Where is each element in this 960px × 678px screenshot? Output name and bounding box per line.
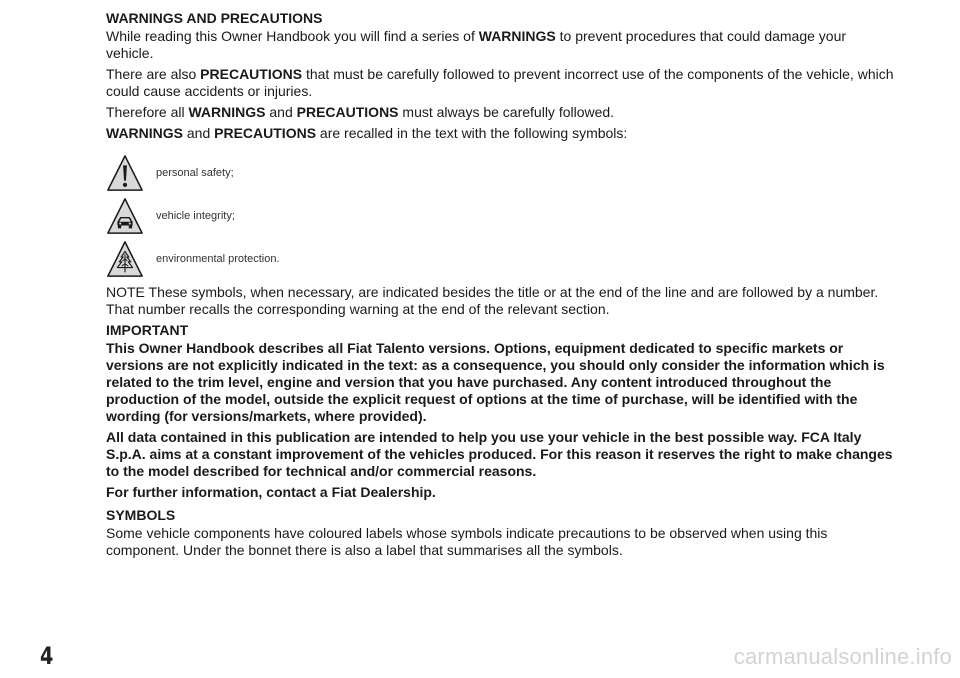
symbol-label: vehicle integrity; bbox=[156, 210, 235, 222]
note-paragraph: NOTE These symbols, when necessary, are indicated besides the title or at the end of the line and are followed by a number. That number recalls the corresponding warning at the end of the relevant section. bbox=[106, 284, 879, 317]
text-span: to prevent procedures that could damage your vehicle. bbox=[106, 28, 847, 61]
text-span: are recalled in the text with the following symbols: bbox=[316, 125, 628, 141]
text-span: While reading this Owner Handbook you will find a series of bbox=[106, 28, 479, 44]
watermark-text: carmanualsonline.info bbox=[733, 644, 952, 669]
bold-term-precautions: PRECAUTIONS bbox=[200, 66, 303, 82]
symbol-list bbox=[106, 152, 896, 280]
intro-paragraph-4 bbox=[106, 125, 896, 142]
environmental-tree-icon bbox=[106, 240, 144, 278]
intro-paragraph-2 bbox=[106, 66, 896, 100]
section-heading-warnings: WARNINGS AND PRECAUTIONS bbox=[106, 10, 323, 26]
bold-term-warnings: WARNINGS bbox=[106, 125, 183, 141]
text-span: must always be carefully followed. bbox=[398, 104, 615, 120]
important-paragraph-2: All data contained in this publication are intended to help you use your vehicle in the best possible way. FCA Italy S.p.A. aims at a constant improvement of the vehicles produced. For this reason it reserves the right to make changes to the model described for technical and/or commercial reasons. bbox=[106, 429, 893, 479]
important-paragraph-3: For further information, contact a Fiat Dealership. bbox=[106, 484, 436, 500]
intro-paragraph-1 bbox=[106, 28, 896, 62]
section-heading-important: IMPORTANT bbox=[106, 322, 189, 338]
text-span: and bbox=[265, 104, 297, 120]
bold-term-precautions: PRECAUTIONS bbox=[214, 125, 317, 141]
symbol-label: personal safety; bbox=[156, 167, 234, 179]
warning-exclamation-icon bbox=[106, 154, 144, 192]
bold-term-warnings: WARNINGS bbox=[188, 104, 266, 120]
text-span: that must be carefully followed to prevent incorrect use of the components of the vehicle, which could cause accidents or injuries. bbox=[106, 66, 894, 99]
bold-term-precautions: PRECAUTIONS bbox=[296, 104, 399, 120]
section-heading-symbols: SYMBOLS bbox=[106, 507, 176, 523]
text-span: Therefore all bbox=[106, 104, 189, 120]
important-paragraph-1: This Owner Handbook describes all Fiat Talento versions. Options, equipment dedicated to specific markets or versions are not explicitly indicated in the text: as a consequence, you should only consider the information which is related to the trim level, engine and version that you have purchased. Any content introduced throughout the production of the model, outside the explicit request of options at the time of purchase, will be identified with the wording (for versions/markets, where provided). bbox=[106, 340, 885, 424]
page-content bbox=[106, 10, 896, 563]
intro-paragraph-3 bbox=[106, 104, 896, 121]
symbol-row-personal-safety bbox=[106, 152, 896, 194]
text-span: and bbox=[183, 125, 215, 141]
symbol-label: environmental protection. bbox=[156, 253, 280, 265]
vehicle-integrity-icon bbox=[106, 197, 144, 235]
symbol-row-vehicle-integrity bbox=[106, 195, 896, 237]
page-number: 4 bbox=[40, 642, 54, 670]
symbol-row-environmental-protection bbox=[106, 238, 896, 280]
bold-term-warnings: WARNINGS bbox=[478, 28, 556, 44]
text-span: There are also bbox=[106, 66, 201, 82]
symbols-paragraph: Some vehicle components have coloured labels whose symbols indicate precautions to be observed when using this component. Under the bonnet there is also a label that summarises all the symbols. bbox=[106, 525, 828, 558]
